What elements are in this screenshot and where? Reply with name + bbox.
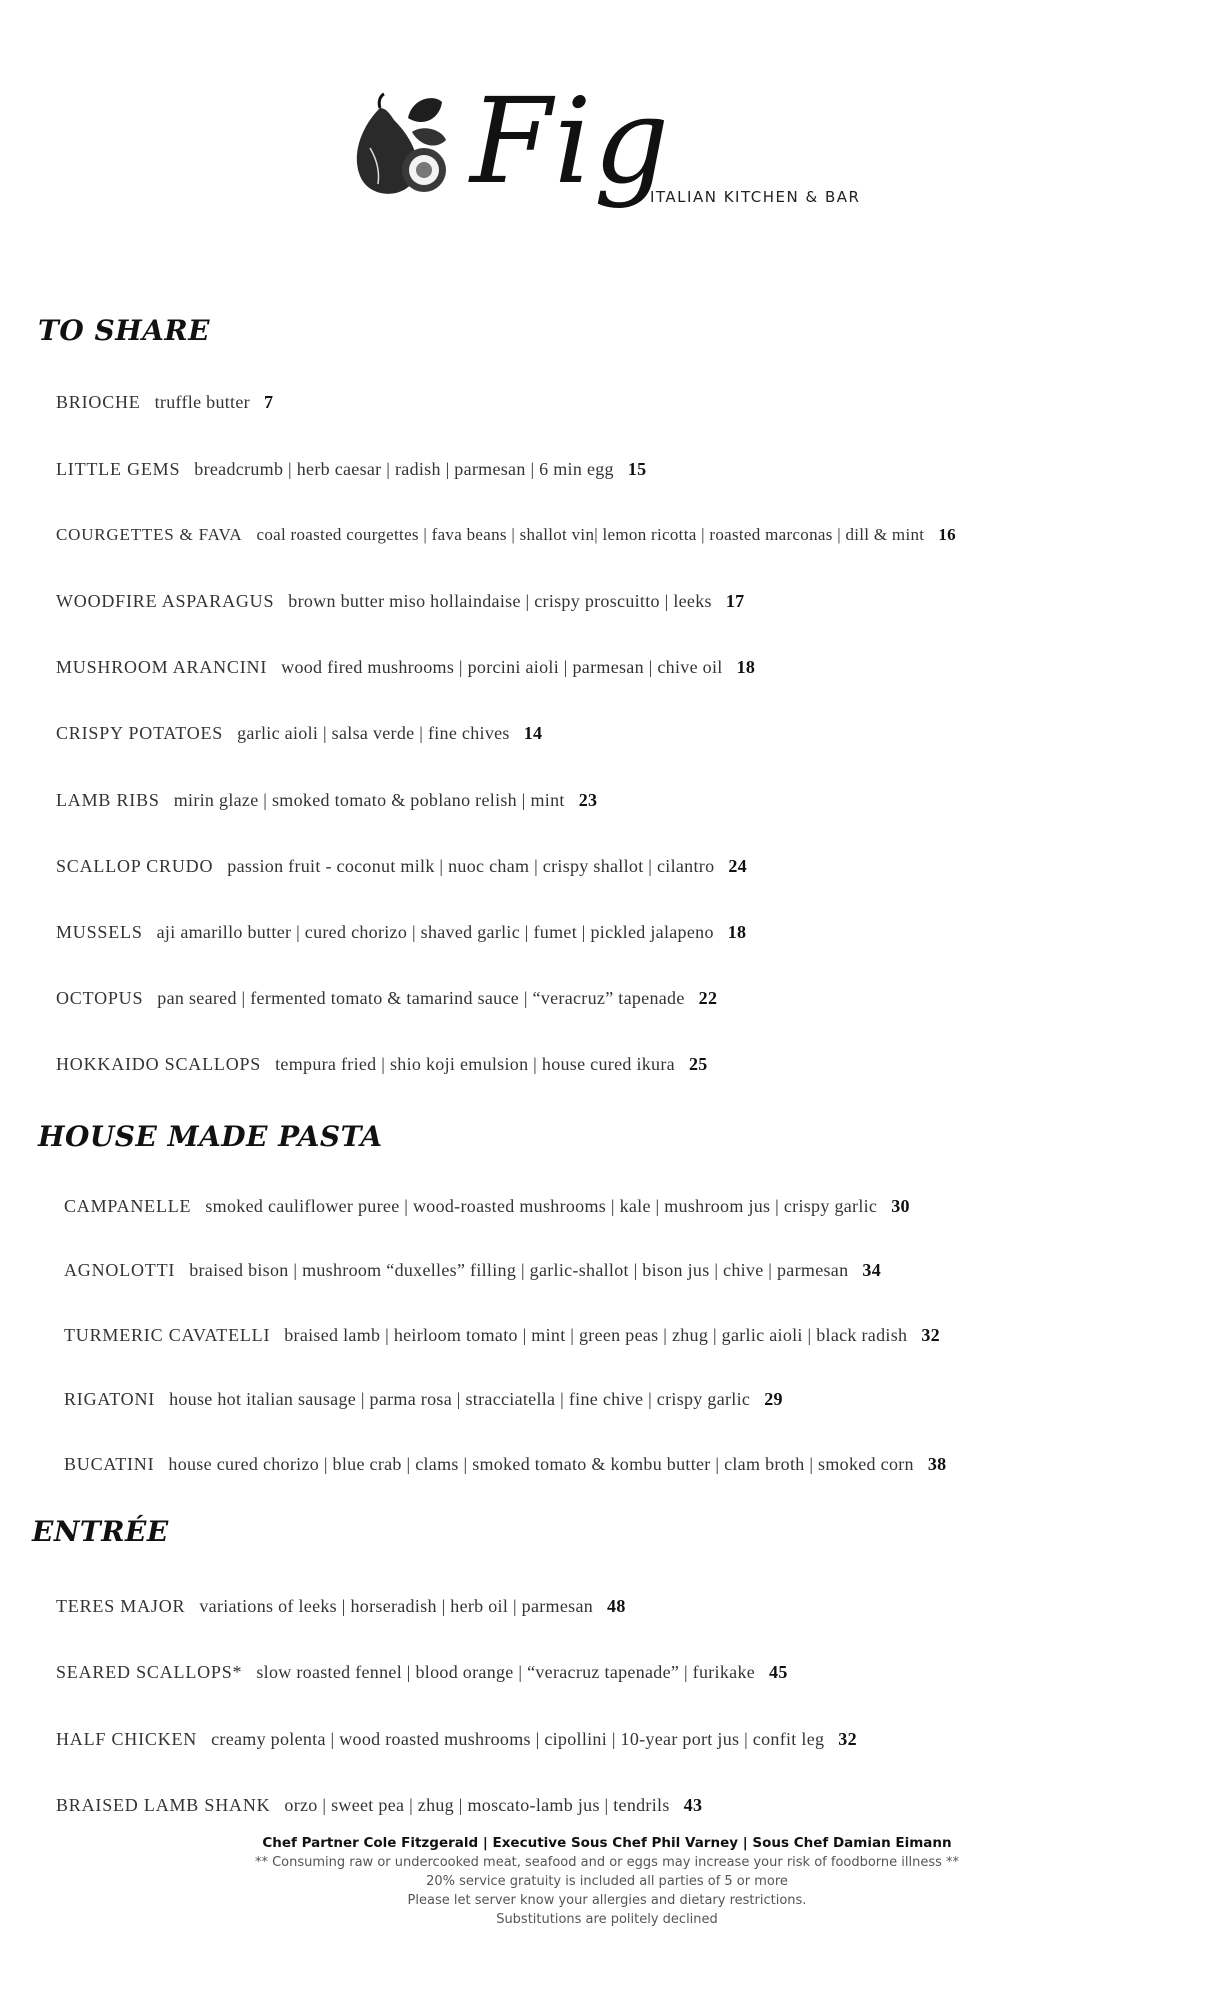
item-name: CRISPY POTATOES	[56, 723, 224, 743]
item-name: LITTLE GEMS	[56, 459, 181, 479]
item-price: 23	[578, 790, 598, 810]
item-price: 38	[927, 1454, 947, 1474]
item-description: brown butter miso hollaindaise | crispy proscuitto | leeks	[288, 591, 712, 611]
item-name: LAMB RIBS	[56, 790, 160, 810]
menu-item	[56, 723, 542, 744]
logo-tagline: ITALIAN KITCHEN & BAR	[650, 188, 861, 206]
section-title-to-share: TO SHARE	[38, 314, 210, 347]
item-name: BRAISED LAMB SHANK	[56, 1795, 271, 1815]
item-name: TURMERIC CAVATELLI	[64, 1325, 271, 1345]
chef-credits: Chef Partner Cole Fitzgerald | Executive Sous Chef Phil Varney | Sous Chef Damian Eimann	[262, 1835, 952, 1851]
item-description: orzo | sweet pea | zhug | moscato-lamb jus | tendrils	[284, 1795, 670, 1815]
menu-item	[56, 1795, 702, 1816]
item-price: 32	[921, 1325, 940, 1345]
item-name: BRIOCHE	[56, 392, 141, 412]
allergy-note: Please let server know your allergies and dietary restrictions.	[407, 1893, 807, 1908]
item-price: 14	[523, 723, 543, 743]
item-name: HOKKAIDO SCALLOPS	[56, 1054, 262, 1074]
item-name: BUCATINI	[64, 1454, 155, 1474]
restaurant-logo	[350, 72, 870, 248]
gratuity-note: 20% service gratuity is included all parties of 5 or more	[426, 1874, 788, 1889]
menu-item	[56, 790, 597, 811]
item-name: MUSSELS	[56, 922, 143, 942]
logo-wordmark: Fig	[470, 72, 672, 210]
item-price: 45	[769, 1662, 788, 1682]
menu-footer	[0, 1834, 1214, 1929]
menu-item	[56, 657, 755, 678]
menu-item	[64, 1196, 910, 1217]
item-price: 25	[688, 1054, 708, 1074]
item-price: 15	[627, 459, 647, 479]
item-price: 24	[728, 856, 747, 876]
item-description: braised lamb | heirloom tomato | mint | green peas | zhug | garlic aioli | black radish	[284, 1325, 908, 1345]
menu-item	[56, 1596, 626, 1617]
item-name: COURGETTES & FAVA	[56, 525, 243, 544]
menu-item	[56, 922, 746, 943]
item-name: SCALLOP CRUDO	[56, 856, 214, 876]
item-description: house cured chorizo | blue crab | clams | smoked tomato & kombu butter | clam broth | smoked corn	[168, 1454, 914, 1474]
item-price: 43	[683, 1795, 703, 1815]
item-price: 16	[938, 525, 956, 544]
section-title-entree: ENTRÉE	[32, 1515, 169, 1548]
item-description: wood fired mushrooms | porcini aioli | parmesan | chive oil	[281, 657, 723, 677]
item-name: HALF CHICKEN	[56, 1729, 198, 1749]
menu-item	[56, 591, 744, 612]
item-name: OCTOPUS	[56, 988, 144, 1008]
item-description: variations of leeks | horseradish | herb oil | parmesan	[199, 1596, 594, 1616]
section-title-house-made-pasta: HOUSE MADE PASTA	[38, 1120, 383, 1153]
item-price: 30	[891, 1196, 910, 1216]
item-price: 17	[725, 591, 745, 611]
item-description: mirin glaze | smoked tomato & poblano relish | mint	[173, 790, 565, 810]
item-description: creamy polenta | wood roasted mushrooms | cipollini | 10-year port jus | confit leg	[211, 1729, 825, 1749]
item-name: SEARED SCALLOPS*	[56, 1662, 243, 1682]
item-price: 48	[607, 1596, 626, 1616]
item-description: truffle butter	[154, 392, 250, 412]
menu-item	[64, 1454, 946, 1475]
item-description: pan seared | fermented tomato & tamarind sauce | “veracruz” tapenade	[157, 988, 685, 1008]
menu-item	[56, 988, 717, 1009]
item-price: 18	[736, 657, 756, 677]
item-description: braised bison | mushroom “duxelles” filling | garlic-shallot | bison jus | chive | parmesan	[189, 1260, 849, 1280]
menu-item	[56, 459, 646, 480]
menu-item	[56, 856, 747, 877]
item-description: slow roasted fennel | blood orange | “veracruz tapenade” | furikake	[256, 1662, 756, 1682]
item-name: WOODFIRE ASPARAGUS	[56, 591, 275, 611]
item-description: house hot italian sausage | parma rosa | stracciatella | fine chive | crispy garlic	[169, 1389, 751, 1409]
item-name: AGNOLOTTI	[64, 1260, 176, 1280]
menu-item	[56, 392, 273, 413]
item-description: smoked cauliflower puree | wood-roasted mushrooms | kale | mushroom jus | crispy garlic	[205, 1196, 878, 1216]
menu-item	[64, 1389, 783, 1410]
menu-item	[64, 1325, 940, 1346]
menu-item	[56, 525, 956, 545]
item-price: 32	[838, 1729, 857, 1749]
item-price: 7	[263, 392, 274, 412]
item-description: aji amarillo butter | cured chorizo | shaved garlic | fumet | pickled jalapeno	[156, 922, 714, 942]
item-description: garlic aioli | salsa verde | fine chives	[237, 723, 510, 743]
item-description: breadcrumb | herb caesar | radish | parmesan | 6 min egg	[194, 459, 614, 479]
item-description: coal roasted courgettes | fava beans | shallot vin| lemon ricotta | roasted marconas | dill & mint	[256, 525, 925, 544]
item-price: 34	[862, 1260, 881, 1280]
item-name: CAMPANELLE	[64, 1196, 192, 1216]
menu-item	[56, 1662, 788, 1683]
item-name: MUSHROOM ARANCINI	[56, 657, 268, 677]
item-description: passion fruit - coconut milk | nuoc cham | crispy shallot | cilantro	[227, 856, 715, 876]
item-price: 18	[727, 922, 747, 942]
menu-item	[56, 1729, 857, 1750]
item-price: 29	[764, 1389, 783, 1409]
item-name: TERES MAJOR	[56, 1596, 186, 1616]
item-description: tempura fried | shio koji emulsion | house cured ikura	[275, 1054, 675, 1074]
raw-food-warning: ** Consuming raw or undercooked meat, seafood and or eggs may increase your risk of foodborne illness **	[254, 1855, 960, 1870]
menu-item	[56, 1054, 708, 1075]
item-price: 22	[698, 988, 718, 1008]
menu-item	[64, 1260, 881, 1281]
fig-fruit-icon	[350, 88, 450, 208]
item-name: RIGATONI	[64, 1389, 156, 1409]
substitutions-note: Substitutions are politely declined	[496, 1912, 718, 1927]
